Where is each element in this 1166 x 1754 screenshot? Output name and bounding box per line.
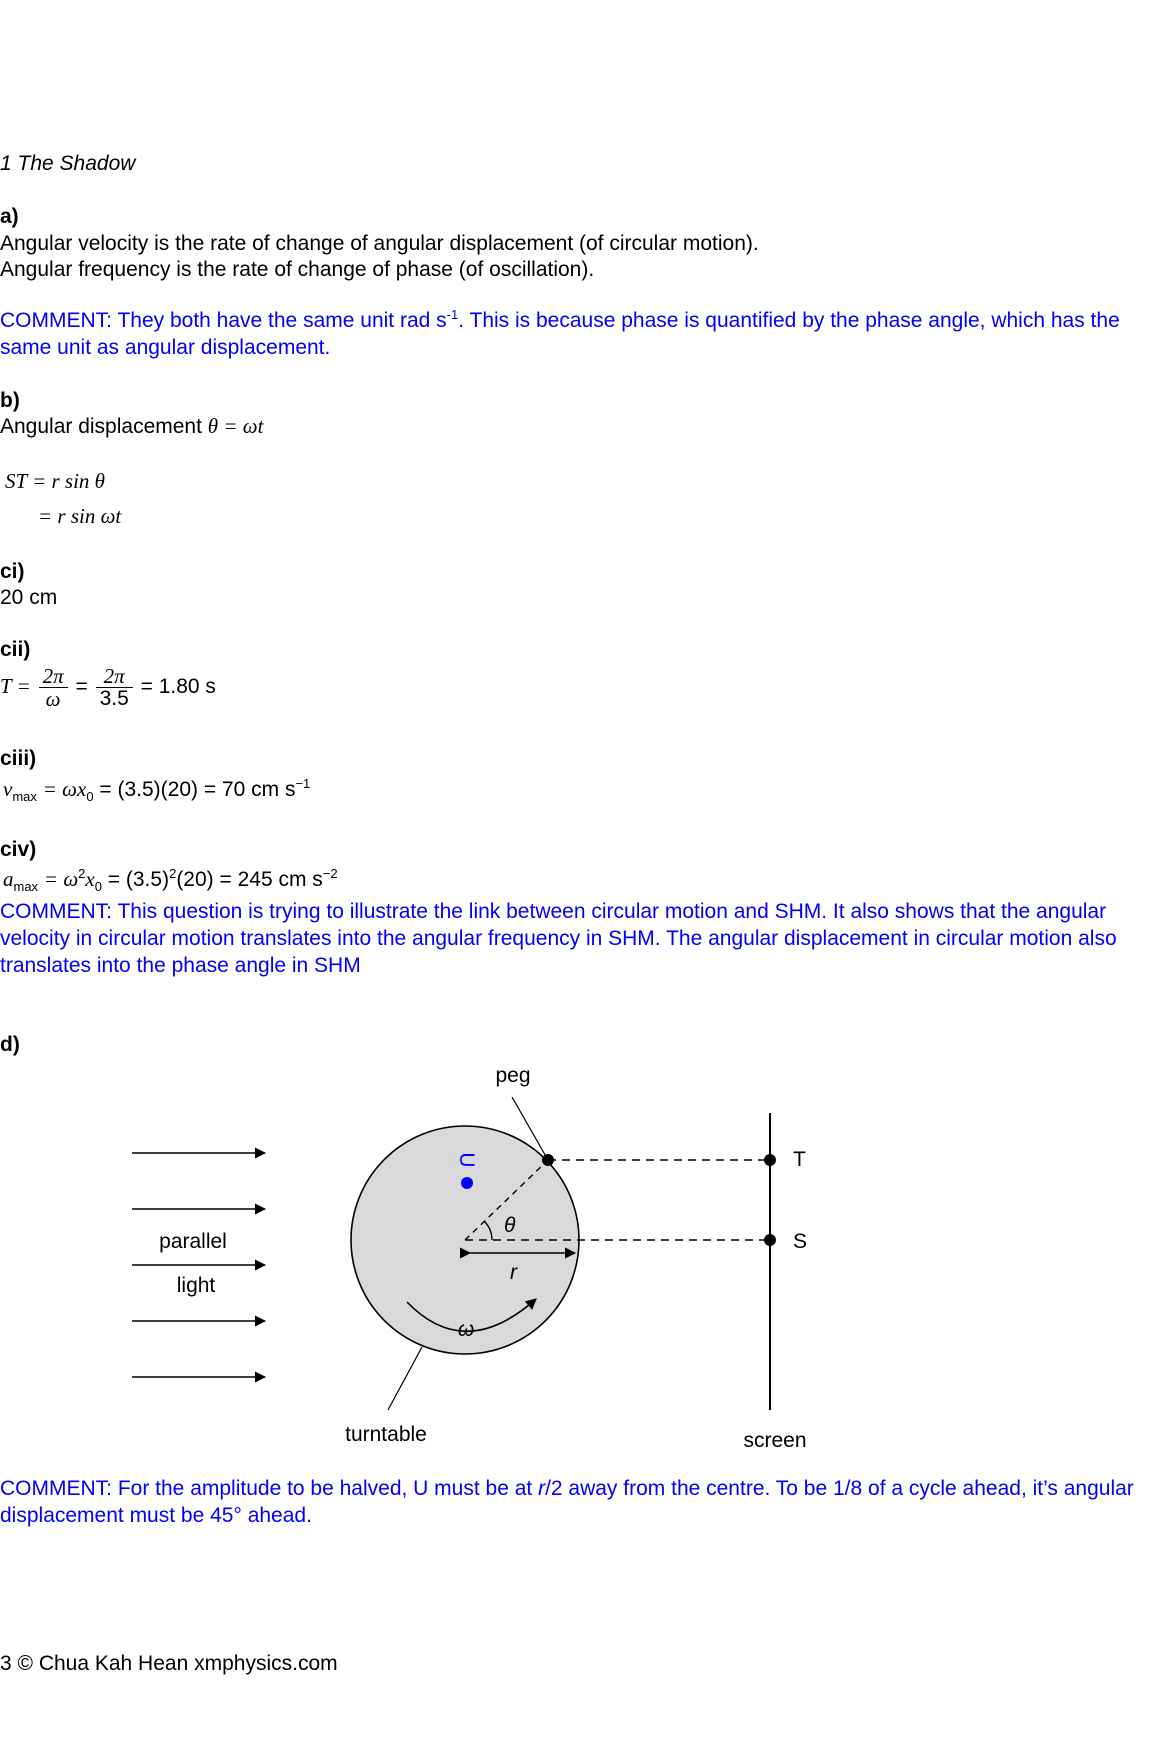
eq-lhs: ST	[5, 469, 27, 493]
eq-rhs: = (3.5)(20) = 70 cm s	[93, 778, 296, 801]
eq-lhs: T =	[0, 674, 31, 698]
part-b-text: Angular displacement	[0, 415, 208, 438]
x-var: x	[85, 867, 95, 891]
fraction-numerator: 2π	[96, 665, 133, 688]
u-label: U	[455, 1152, 478, 1168]
peg-label: peg	[495, 1064, 531, 1087]
eq-mid: = ωx	[42, 777, 87, 801]
comment-r: r	[538, 1477, 546, 1500]
u-dot	[461, 1177, 473, 1189]
fraction-numerator: 2π	[39, 665, 68, 688]
comment-sup: -1	[446, 307, 459, 322]
eq-rhs: = r sin θ	[32, 469, 105, 493]
part-a-label: a)	[0, 205, 19, 228]
screen-label: screen	[743, 1429, 807, 1452]
part-b-eq-2: = r sin ωt	[38, 504, 122, 528]
var: a	[3, 867, 14, 891]
shadow-point-t	[764, 1154, 776, 1166]
parallel-label: parallel	[159, 1230, 227, 1253]
part-b-math: θ = ωt	[207, 414, 264, 438]
eq-sign: =	[75, 675, 88, 698]
var-sub: max	[13, 879, 39, 895]
comment-text-rest: /2 away from the centre. To be 1/8 of a cycle ahead, it’s angular displacement must be 45° ahead.	[0, 1477, 1134, 1527]
omega-sup: 2	[78, 866, 86, 881]
part-cii-label: cii)	[0, 638, 31, 661]
x-sub: 0	[94, 879, 102, 895]
eq-rhs-rest: (20) = 245 cm s	[176, 868, 323, 891]
omega-label: ω	[457, 1318, 475, 1341]
part-civ-comment: COMMENT: This question is trying to illustrate the link between circular motion and SHM. It also shows that the angular velocity in circular motion translates into the angular frequency in SHM. The angular displacement in circular motion also translates into the phase angle in SHM	[0, 900, 1117, 977]
x-sub: 0	[86, 789, 94, 805]
part-ciii-label: ciii)	[0, 747, 37, 770]
eq-mid: = ω	[43, 867, 79, 891]
theta-label: θ	[504, 1214, 516, 1237]
part-a-line-1: Angular velocity is the rate of change of angular displacement (of circular motion).	[0, 232, 759, 255]
r-label: r	[510, 1261, 517, 1284]
rhs-sup: 2	[169, 866, 177, 881]
var: v	[3, 777, 13, 801]
comment-text-rest: . This is because phase is quantified by the phase angle, which has the same unit as angular displacement.	[0, 309, 1120, 359]
part-ci-label: ci)	[0, 560, 25, 583]
turntable-label: turntable	[345, 1423, 427, 1446]
light-label: light	[176, 1274, 216, 1297]
part-d-comment	[0, 1475, 1160, 1529]
eq-rhs: = (3.5)	[101, 868, 170, 891]
s-label: S	[793, 1230, 808, 1253]
page-footer: 3 © Chua Kah Hean xmphysics.com	[0, 1652, 338, 1675]
part-b-label: b)	[0, 389, 20, 412]
section-title: 1 The Shadow	[0, 152, 136, 175]
turntable-leader-line	[388, 1347, 422, 1410]
fraction-denominator: 3.5	[99, 686, 129, 710]
part-d-label: d)	[0, 1033, 20, 1056]
var-sub: max	[12, 789, 37, 805]
part-civ-label: civ)	[0, 838, 37, 861]
unit-sup: −1	[295, 776, 311, 791]
t-label: T	[793, 1148, 806, 1171]
fraction-denominator: ω	[45, 686, 61, 711]
comment-text: COMMENT: They both have the same unit rad s	[0, 309, 447, 332]
shadow-point-s	[764, 1234, 776, 1246]
part-ci-answer: 20 cm	[0, 586, 58, 609]
eq-result: = 1.80 s	[140, 675, 216, 698]
part-a-line-2: Angular frequency is the rate of change of phase (of oscillation).	[0, 258, 595, 281]
unit-sup: −2	[322, 866, 338, 881]
comment-text: COMMENT: For the amplitude to be halved, U must be at	[0, 1477, 539, 1500]
